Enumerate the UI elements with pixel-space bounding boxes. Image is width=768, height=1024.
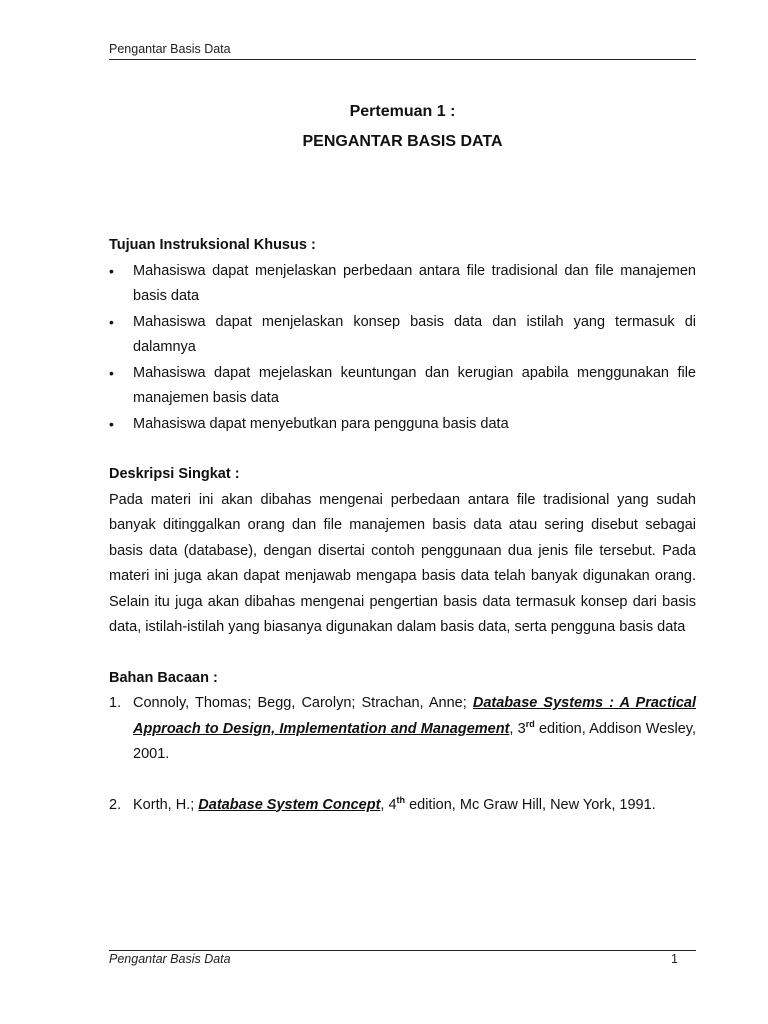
reference-number: 2. — [109, 796, 122, 813]
meeting-title: Pertemuan 1 : — [349, 103, 456, 120]
running-footer: Pengantar Basis Data — [109, 952, 231, 966]
objective-text: Mahasiswa dapat mejelaskan keuntungan dan kerugian apabila menggunakan file manajemen basis data — [133, 364, 696, 406]
readings-heading: Bahan Bacaan : — [109, 669, 218, 686]
reference-publisher: edition, Addison Wesley, 2001. — [133, 720, 697, 762]
objective-item — [109, 310, 696, 361]
reference-edition-suffix: th — [396, 794, 406, 805]
running-header: Pengantar Basis Data — [109, 42, 231, 56]
objective-text: Mahasiswa dapat menjelaskan konsep basis data dan istilah yang termasuk di dalamnya — [133, 313, 696, 355]
reference-book-title: Database System Concept — [198, 796, 381, 813]
objective-text: Mahasiswa dapat menyebutkan para pengguna basis data — [133, 415, 509, 432]
objective-text: Mahasiswa dapat menjelaskan perbedaan antara file tradisional dan file manajemen basis data — [133, 262, 696, 304]
footer-divider — [109, 950, 696, 951]
reference-publisher: edition, Mc Graw Hill, New York, 1991. — [409, 796, 656, 813]
reference-edition-suffix: rd — [525, 718, 535, 729]
spacer — [109, 641, 696, 666]
objectives-list — [109, 259, 696, 438]
bullet-icon: • — [109, 364, 114, 381]
reference-number: 1. — [109, 695, 122, 711]
objectives-heading: Tujuan Instruksional Khusus : — [109, 237, 316, 253]
chapter-title: PENGANTAR BASIS DATA — [302, 133, 503, 150]
objective-item — [109, 259, 696, 310]
objective-item — [109, 412, 696, 438]
spacer — [109, 437, 696, 462]
bullet-icon: • — [109, 262, 114, 279]
bullet-icon: • — [109, 415, 114, 432]
reference-item: 2. Korth, H.; Database System Concept, 4th edition, Mc Graw Hill, New York, 1991. — [109, 793, 696, 819]
reference-authors: Korth, H.; — [133, 796, 195, 813]
page-number: 1 — [671, 952, 678, 966]
readings-list — [109, 691, 696, 818]
reference-authors: Connoly, Thomas; Begg, Carolyn; Strachan, Anne; — [133, 695, 467, 711]
reference-edition-number: 3 — [517, 720, 526, 737]
reference-item: 1. Connoly, Thomas; Begg, Carolyn; Strachan, Anne; Database Systems : A Practical Approach to Design, Implementation and Management, 3rd edition, Addison Wesley, 2001. — [109, 691, 696, 768]
header-divider — [109, 59, 696, 60]
bullet-icon: • — [109, 313, 114, 330]
description-paragraph: Pada materi ini akan dibahas mengenai perbedaan antara file tradisional yang sudah banyak ditinggalkan orang dan file manajemen basis data atau sering disebut sebagai basis data (database), dengan disertai contoh penggunaan dua jenis file tersebut. Pada materi ini juga akan dapat menjawab mengapa basis data telah banyak digunakan orang. Selain itu juga akan dibahas mengenai pengertian basis data termasuk konsep dari basis data, istilah-istilah yang biasanya digunakan dalam basis data, serta pengguna basis data — [109, 491, 696, 635]
objective-item — [109, 361, 696, 412]
reference-edition-number: 4 — [388, 796, 397, 813]
reference-book-title: Database Systems : A Practical Approach to Design, Implementation and Management — [133, 695, 697, 737]
page-body — [109, 233, 696, 818]
description-heading: Deskripsi Singkat : — [109, 466, 240, 482]
